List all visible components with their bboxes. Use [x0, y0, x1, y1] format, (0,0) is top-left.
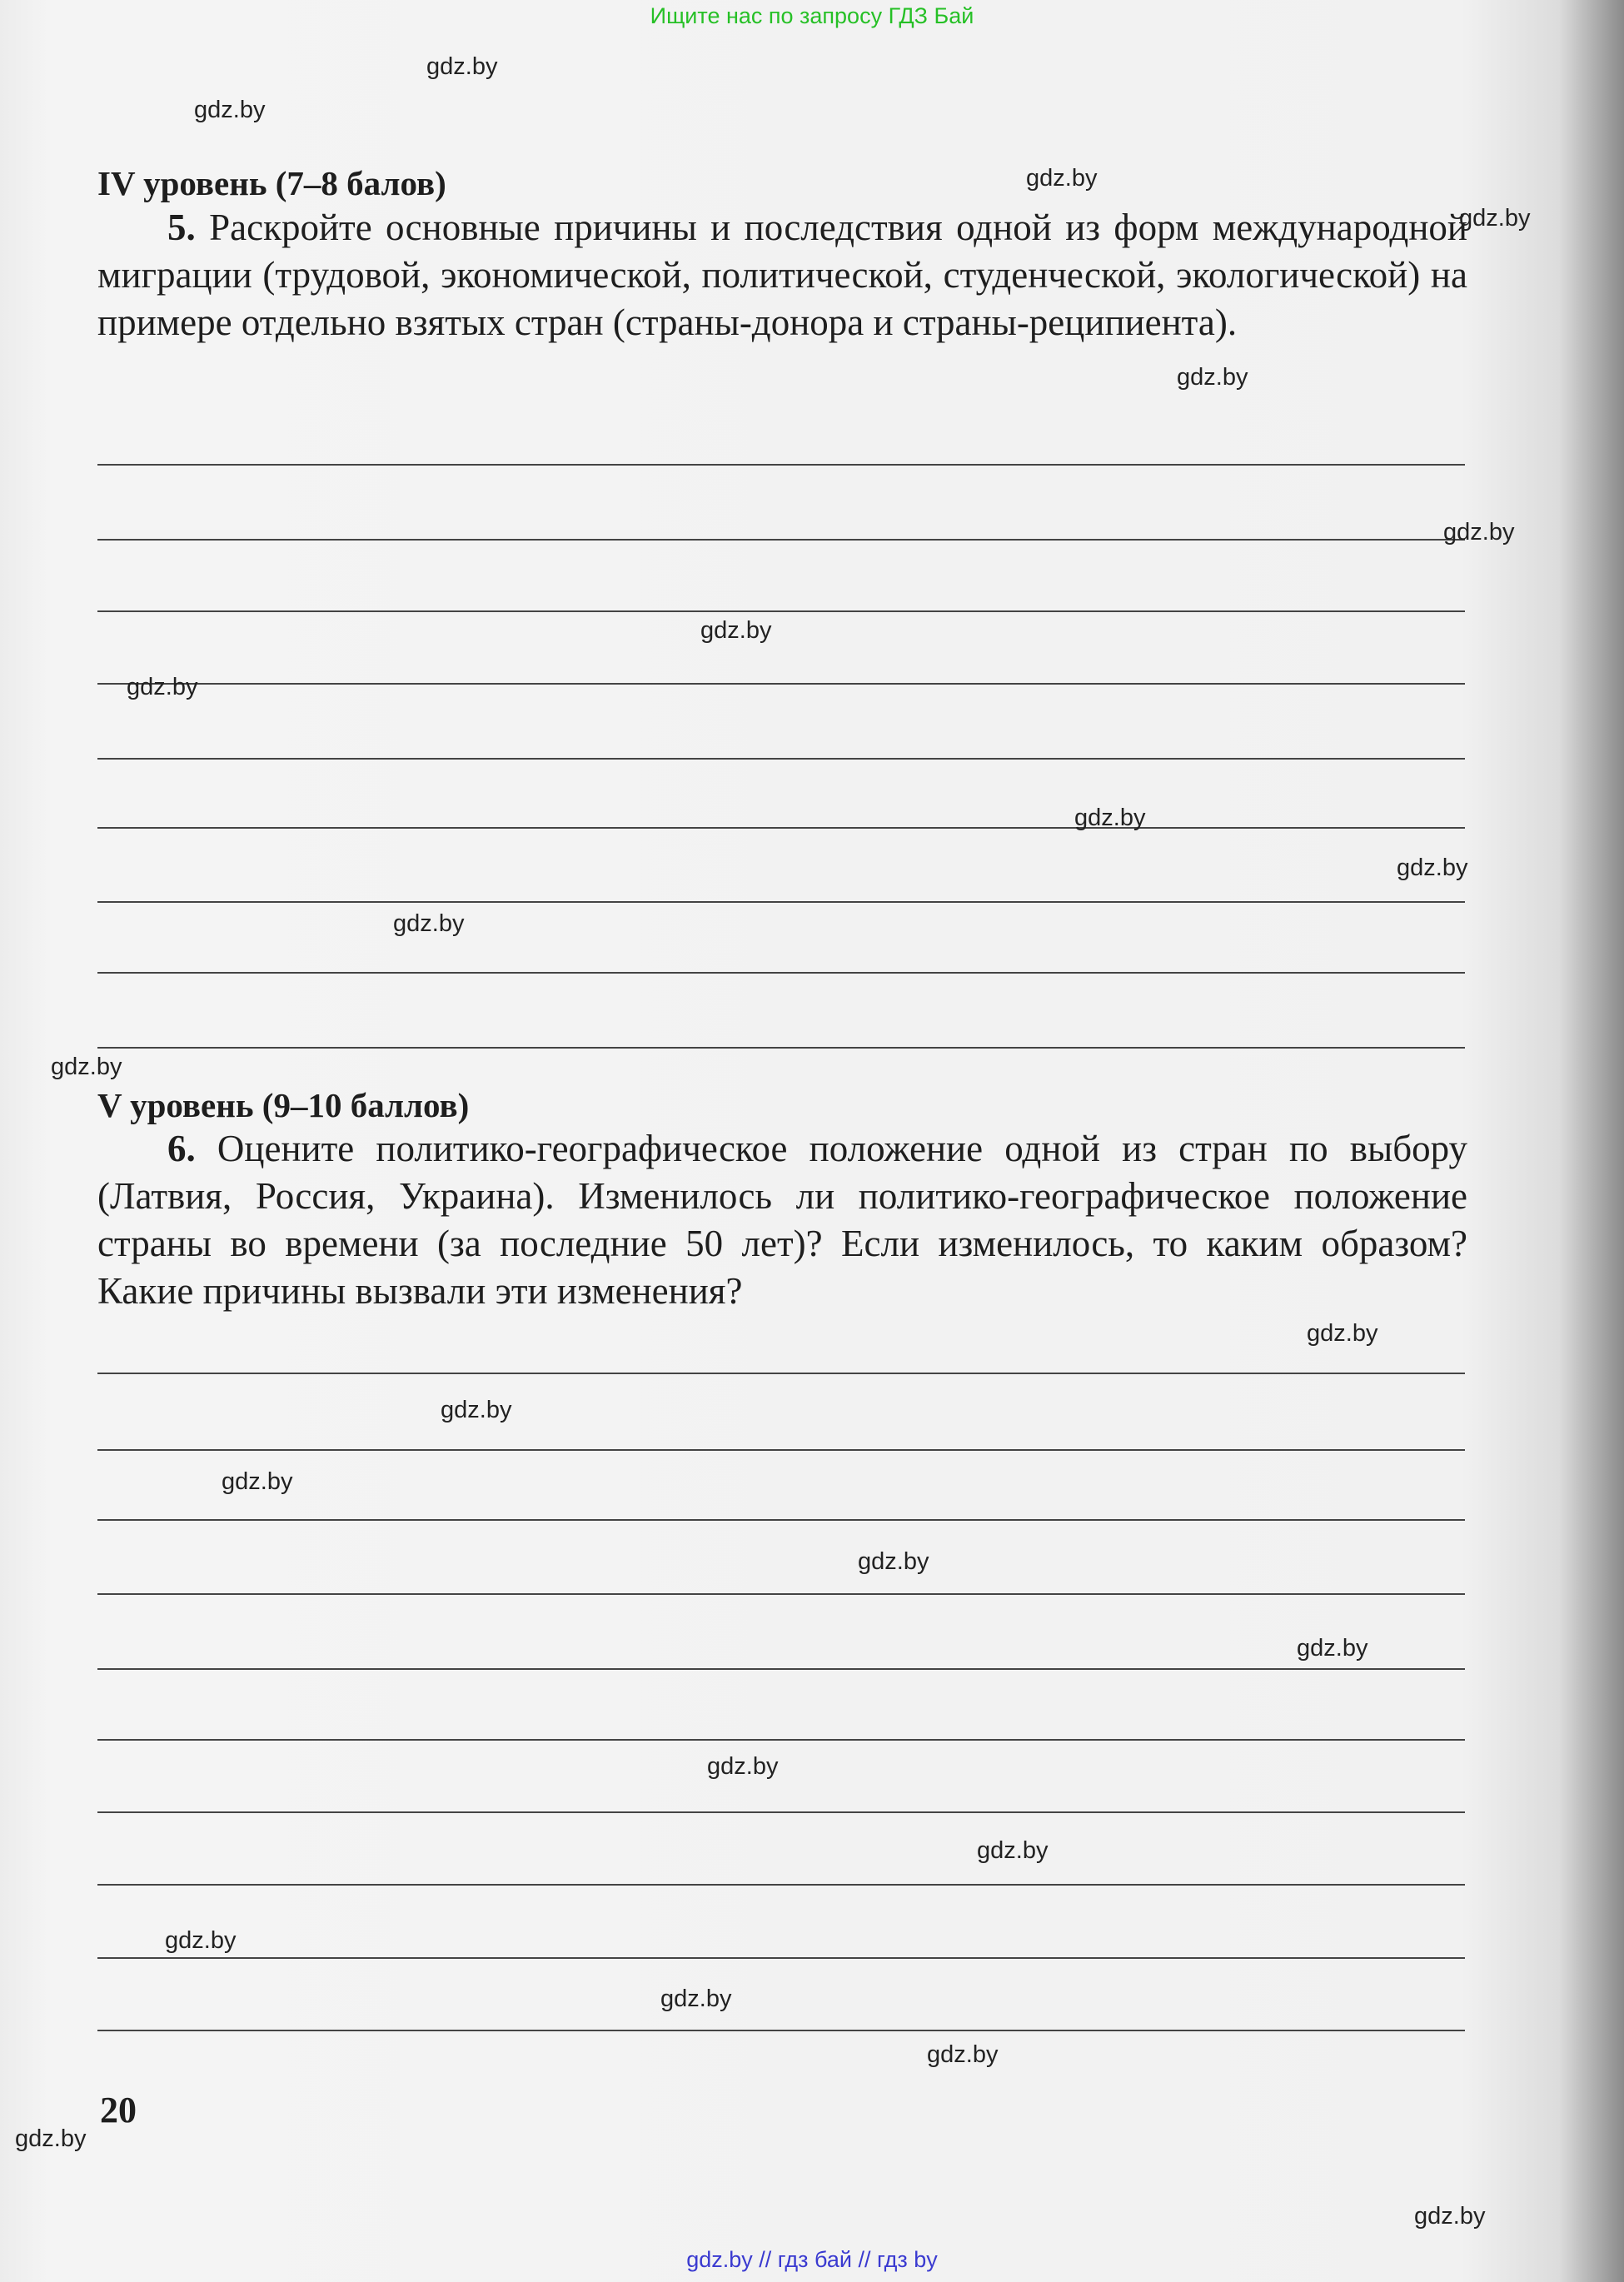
watermark: gdz.by	[1459, 205, 1531, 232]
watermark: gdz.by	[1026, 165, 1098, 192]
watermark: gdz.by	[441, 1397, 512, 1423]
answer-line[interactable]	[97, 1449, 1465, 1451]
watermark: gdz.by	[1397, 855, 1468, 881]
watermark: gdz.by	[927, 2041, 999, 2068]
answer-line[interactable]	[97, 1373, 1465, 1374]
answer-line[interactable]	[97, 827, 1465, 829]
answer-line[interactable]	[97, 1668, 1465, 1670]
task-5-text: Раскройте основные причины и последствия одной из форм международной миграции (трудовой, экономической, политической, студенческой, экологической) на примере отдельно взятых стран (страны-донора и страны-реципиента).	[97, 207, 1467, 343]
top-search-hint[interactable]: Ищите нас по запросу ГДЗ Бай	[650, 3, 974, 28]
answer-line[interactable]	[97, 464, 1465, 466]
watermark: gdz.by	[1177, 364, 1248, 391]
level-5-heading: V уровень (9–10 баллов)	[97, 1086, 470, 1124]
task-5	[97, 204, 1467, 346]
watermark: gdz.by	[707, 1753, 779, 1780]
task-6-number: 6.	[167, 1128, 196, 1169]
answer-line[interactable]	[97, 539, 1465, 541]
answer-line[interactable]	[97, 1519, 1465, 1521]
watermark: gdz.by	[222, 1468, 293, 1495]
level-4-heading: IV уровень (7–8 балов)	[97, 164, 446, 202]
task-5-number: 5.	[167, 207, 196, 248]
answer-line[interactable]	[97, 901, 1465, 903]
watermark: gdz.by	[858, 1548, 929, 1575]
task-6-text: Оцените политико-географическое положение одной из стран по выбору (Латвия, Россия, Украина). Изменилось ли политико-географическое положение страны во времени (за последние 50 лет)? Если изменилось, то каким образом? Какие причины вызвали эти изменения?	[97, 1128, 1467, 1312]
answer-line[interactable]	[97, 758, 1465, 760]
answer-line[interactable]	[97, 1047, 1465, 1049]
watermark: gdz.by	[194, 97, 266, 123]
watermark: gdz.by	[700, 617, 772, 644]
watermark: gdz.by	[393, 910, 465, 937]
watermark: gdz.by	[426, 53, 498, 80]
watermark: gdz.by	[15, 2125, 87, 2152]
watermark: gdz.by	[1074, 805, 1146, 831]
answer-line[interactable]	[97, 2030, 1465, 2031]
answer-line[interactable]	[97, 1884, 1465, 1886]
watermark: gdz.by	[977, 1837, 1049, 1864]
watermark: gdz.by	[1443, 519, 1515, 546]
watermark: gdz.by	[165, 1927, 237, 1954]
watermark: gdz.by	[660, 1986, 732, 2012]
answer-line[interactable]	[97, 683, 1465, 685]
page-number: 20	[100, 2090, 137, 2130]
task-6	[97, 1125, 1467, 1315]
answer-line[interactable]	[97, 1739, 1465, 1741]
answer-line[interactable]	[97, 1811, 1465, 1813]
watermark: gdz.by	[127, 674, 198, 700]
watermark: gdz.by	[1297, 1635, 1368, 1662]
answer-line[interactable]	[97, 972, 1465, 974]
answer-line[interactable]	[97, 1593, 1465, 1595]
watermark: gdz.by	[1307, 1320, 1378, 1347]
bottom-site-links[interactable]: gdz.by // гдз бай // гдз by	[686, 2247, 938, 2272]
answer-line[interactable]	[97, 1957, 1465, 1959]
answer-line[interactable]	[97, 610, 1465, 612]
watermark: gdz.by	[1414, 2203, 1486, 2230]
watermark: gdz.by	[51, 1054, 122, 1080]
